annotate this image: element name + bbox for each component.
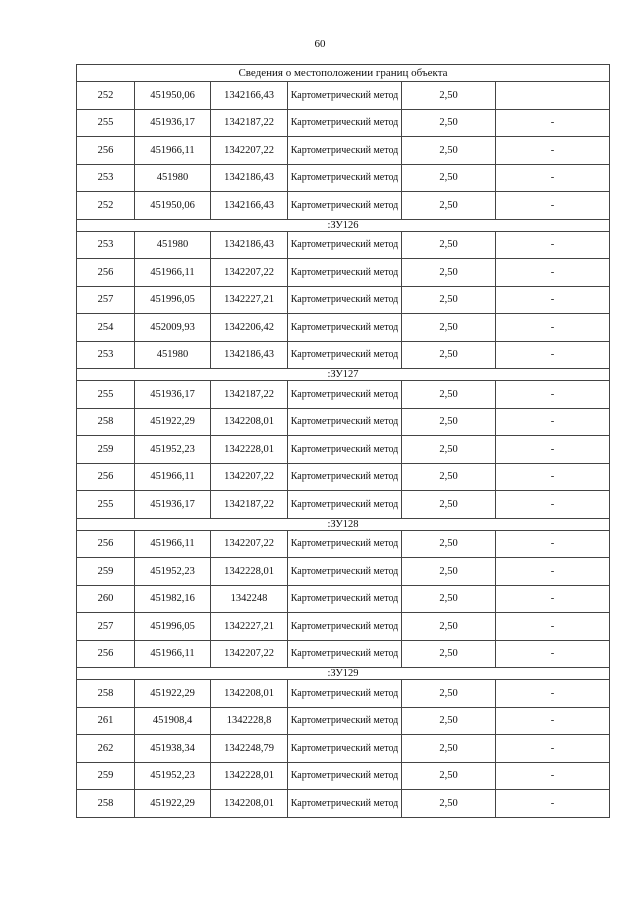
accuracy-cell: 2,50	[402, 790, 496, 818]
determination-method-cell: Картометрический метод	[288, 82, 402, 110]
accuracy-cell: 2,50	[402, 408, 496, 436]
accuracy-cell: 2,50	[402, 735, 496, 763]
determination-method-cell: Картометрический метод	[288, 735, 402, 763]
note-cell: -	[496, 735, 610, 763]
table-row	[77, 137, 610, 165]
table-title: Сведения о местоположении границ объекта	[77, 65, 610, 82]
determination-method-cell: Картометрический метод	[288, 286, 402, 314]
coordinate-y-cell: 1342207,22	[211, 259, 288, 287]
note-cell: -	[496, 640, 610, 668]
point-number-cell: 258	[77, 790, 135, 818]
coordinate-x-cell: 451980	[135, 231, 211, 259]
accuracy-cell: 2,50	[402, 259, 496, 287]
coordinate-x-cell: 451966,11	[135, 137, 211, 165]
accuracy-cell: 2,50	[402, 286, 496, 314]
coordinate-y-cell: 1342248,79	[211, 735, 288, 763]
point-number-cell: 253	[77, 164, 135, 192]
table-title-row	[77, 65, 610, 82]
coordinate-x-cell: 451996,05	[135, 613, 211, 641]
determination-method-cell: Картометрический метод	[288, 436, 402, 464]
accuracy-cell: 2,50	[402, 192, 496, 220]
note-cell: -	[496, 790, 610, 818]
section-header-row	[77, 668, 610, 680]
point-number-cell: 256	[77, 530, 135, 558]
coordinate-y-cell: 1342206,42	[211, 314, 288, 342]
table-row	[77, 558, 610, 586]
note-cell: -	[496, 558, 610, 586]
determination-method-cell: Картометрический метод	[288, 790, 402, 818]
coordinate-x-cell: 451952,23	[135, 762, 211, 790]
table-row	[77, 680, 610, 708]
table-row	[77, 192, 610, 220]
coordinate-x-cell: 451922,29	[135, 408, 211, 436]
point-number-cell: 256	[77, 259, 135, 287]
coordinate-x-cell: 451982,16	[135, 585, 211, 613]
note-cell: -	[496, 707, 610, 735]
determination-method-cell: Картометрический метод	[288, 109, 402, 137]
coordinate-x-cell: 451966,11	[135, 259, 211, 287]
point-number-cell: 260	[77, 585, 135, 613]
point-number-cell: 254	[77, 314, 135, 342]
determination-method-cell: Картометрический метод	[288, 762, 402, 790]
point-number-cell: 255	[77, 109, 135, 137]
determination-method-cell: Картометрический метод	[288, 381, 402, 409]
table-row	[77, 762, 610, 790]
note-cell: -	[496, 259, 610, 287]
coordinate-y-cell: 1342186,43	[211, 231, 288, 259]
section-header-row	[77, 219, 610, 231]
accuracy-cell: 2,50	[402, 381, 496, 409]
table-row	[77, 109, 610, 137]
coordinate-x-cell: 451950,06	[135, 192, 211, 220]
note-cell: -	[496, 585, 610, 613]
coordinate-y-cell: 1342187,22	[211, 381, 288, 409]
accuracy-cell: 2,50	[402, 558, 496, 586]
coordinate-x-cell: 451950,06	[135, 82, 211, 110]
coordinate-x-cell: 451966,11	[135, 530, 211, 558]
table-row	[77, 491, 610, 519]
determination-method-cell: Картометрический метод	[288, 259, 402, 287]
table-row	[77, 735, 610, 763]
coordinate-x-cell: 451980	[135, 341, 211, 369]
point-number-cell: 256	[77, 640, 135, 668]
coordinate-y-cell: 1342227,21	[211, 286, 288, 314]
coordinate-x-cell: 451966,11	[135, 463, 211, 491]
coordinate-y-cell: 1342186,43	[211, 164, 288, 192]
section-label: :ЗУ127	[77, 369, 610, 381]
coordinate-x-cell: 451980	[135, 164, 211, 192]
section-header-row	[77, 369, 610, 381]
note-cell: -	[496, 463, 610, 491]
accuracy-cell: 2,50	[402, 137, 496, 165]
determination-method-cell: Картометрический метод	[288, 585, 402, 613]
note-cell: -	[496, 408, 610, 436]
accuracy-cell: 2,50	[402, 231, 496, 259]
coordinate-x-cell: 451922,29	[135, 790, 211, 818]
coordinate-y-cell: 1342228,01	[211, 436, 288, 464]
note-cell: -	[496, 680, 610, 708]
coordinate-y-cell: 1342228,8	[211, 707, 288, 735]
determination-method-cell: Картометрический метод	[288, 613, 402, 641]
coordinate-x-cell: 451966,11	[135, 640, 211, 668]
coordinate-y-cell: 1342166,43	[211, 82, 288, 110]
note-cell: -	[496, 341, 610, 369]
accuracy-cell: 2,50	[402, 762, 496, 790]
note-cell: -	[496, 137, 610, 165]
coordinate-y-cell: 1342187,22	[211, 491, 288, 519]
point-number-cell: 256	[77, 463, 135, 491]
coordinate-y-cell: 1342208,01	[211, 408, 288, 436]
note-cell: -	[496, 436, 610, 464]
note-cell: -	[496, 164, 610, 192]
coordinate-x-cell: 451938,34	[135, 735, 211, 763]
coordinate-y-cell: 1342228,01	[211, 762, 288, 790]
accuracy-cell: 2,50	[402, 436, 496, 464]
point-number-cell: 258	[77, 680, 135, 708]
note-cell: -	[496, 530, 610, 558]
coordinate-x-cell: 451936,17	[135, 491, 211, 519]
accuracy-cell: 2,50	[402, 491, 496, 519]
point-number-cell: 257	[77, 613, 135, 641]
table-row	[77, 286, 610, 314]
coordinate-x-cell: 451908,4	[135, 707, 211, 735]
table-row	[77, 408, 610, 436]
table-row	[77, 530, 610, 558]
table-row	[77, 640, 610, 668]
table-row	[77, 164, 610, 192]
note-cell: -	[496, 491, 610, 519]
accuracy-cell: 2,50	[402, 314, 496, 342]
determination-method-cell: Картометрический метод	[288, 341, 402, 369]
table-row	[77, 707, 610, 735]
determination-method-cell: Картометрический метод	[288, 558, 402, 586]
coordinate-y-cell: 1342187,22	[211, 109, 288, 137]
coordinate-x-cell: 451952,23	[135, 558, 211, 586]
point-number-cell: 257	[77, 286, 135, 314]
table-row	[77, 259, 610, 287]
note-cell: -	[496, 762, 610, 790]
coordinate-y-cell: 1342186,43	[211, 341, 288, 369]
note-cell: -	[496, 192, 610, 220]
determination-method-cell: Картометрический метод	[288, 640, 402, 668]
note-cell: -	[496, 613, 610, 641]
accuracy-cell: 2,50	[402, 640, 496, 668]
note-cell: -	[496, 314, 610, 342]
point-number-cell: 262	[77, 735, 135, 763]
point-number-cell: 252	[77, 192, 135, 220]
coordinate-x-cell: 451952,23	[135, 436, 211, 464]
determination-method-cell: Картометрический метод	[288, 192, 402, 220]
point-number-cell: 258	[77, 408, 135, 436]
determination-method-cell: Картометрический метод	[288, 164, 402, 192]
determination-method-cell: Картометрический метод	[288, 707, 402, 735]
point-number-cell: 259	[77, 558, 135, 586]
determination-method-cell: Картометрический метод	[288, 680, 402, 708]
table-row	[77, 341, 610, 369]
point-number-cell: 253	[77, 341, 135, 369]
coordinate-y-cell: 1342208,01	[211, 680, 288, 708]
table-row	[77, 314, 610, 342]
accuracy-cell: 2,50	[402, 463, 496, 491]
coordinate-x-cell: 452009,93	[135, 314, 211, 342]
table-row	[77, 613, 610, 641]
note-cell: -	[496, 286, 610, 314]
table-body	[77, 65, 610, 818]
note-cell: -	[496, 109, 610, 137]
point-number-cell: 259	[77, 762, 135, 790]
table-row	[77, 231, 610, 259]
accuracy-cell: 2,50	[402, 680, 496, 708]
accuracy-cell: 2,50	[402, 109, 496, 137]
coordinate-y-cell: 1342207,22	[211, 137, 288, 165]
note-cell: -	[496, 381, 610, 409]
section-label: :ЗУ128	[77, 518, 610, 530]
table-row	[77, 436, 610, 464]
coordinate-y-cell: 1342207,22	[211, 640, 288, 668]
determination-method-cell: Картометрический метод	[288, 491, 402, 519]
coordinate-y-cell: 1342228,01	[211, 558, 288, 586]
coordinate-y-cell: 1342166,43	[211, 192, 288, 220]
section-label: :ЗУ129	[77, 668, 610, 680]
point-number-cell: 259	[77, 436, 135, 464]
coordinate-x-cell: 451996,05	[135, 286, 211, 314]
accuracy-cell: 2,50	[402, 164, 496, 192]
determination-method-cell: Картометрический метод	[288, 530, 402, 558]
determination-method-cell: Картометрический метод	[288, 231, 402, 259]
point-number-cell: 252	[77, 82, 135, 110]
table-row	[77, 82, 610, 110]
boundary-coordinates-table	[76, 64, 610, 818]
table-row	[77, 381, 610, 409]
table-row	[77, 463, 610, 491]
point-number-cell: 255	[77, 381, 135, 409]
coordinate-x-cell: 451936,17	[135, 109, 211, 137]
determination-method-cell: Картометрический метод	[288, 137, 402, 165]
point-number-cell: 261	[77, 707, 135, 735]
coordinate-y-cell: 1342207,22	[211, 463, 288, 491]
determination-method-cell: Картометрический метод	[288, 408, 402, 436]
coordinate-y-cell: 1342248	[211, 585, 288, 613]
coordinate-y-cell: 1342208,01	[211, 790, 288, 818]
note-cell	[496, 82, 610, 110]
accuracy-cell: 2,50	[402, 82, 496, 110]
point-number-cell: 255	[77, 491, 135, 519]
section-label: :ЗУ126	[77, 219, 610, 231]
accuracy-cell: 2,50	[402, 341, 496, 369]
coordinate-x-cell: 451922,29	[135, 680, 211, 708]
coordinate-y-cell: 1342207,22	[211, 530, 288, 558]
accuracy-cell: 2,50	[402, 613, 496, 641]
point-number-cell: 253	[77, 231, 135, 259]
coordinate-x-cell: 451936,17	[135, 381, 211, 409]
accuracy-cell: 2,50	[402, 707, 496, 735]
table-row	[77, 790, 610, 818]
accuracy-cell: 2,50	[402, 585, 496, 613]
determination-method-cell: Картометрический метод	[288, 463, 402, 491]
coordinate-y-cell: 1342227,21	[211, 613, 288, 641]
point-number-cell: 256	[77, 137, 135, 165]
accuracy-cell: 2,50	[402, 530, 496, 558]
section-header-row	[77, 518, 610, 530]
table-row	[77, 585, 610, 613]
note-cell: -	[496, 231, 610, 259]
determination-method-cell: Картометрический метод	[288, 314, 402, 342]
page-number: 60	[314, 38, 326, 50]
